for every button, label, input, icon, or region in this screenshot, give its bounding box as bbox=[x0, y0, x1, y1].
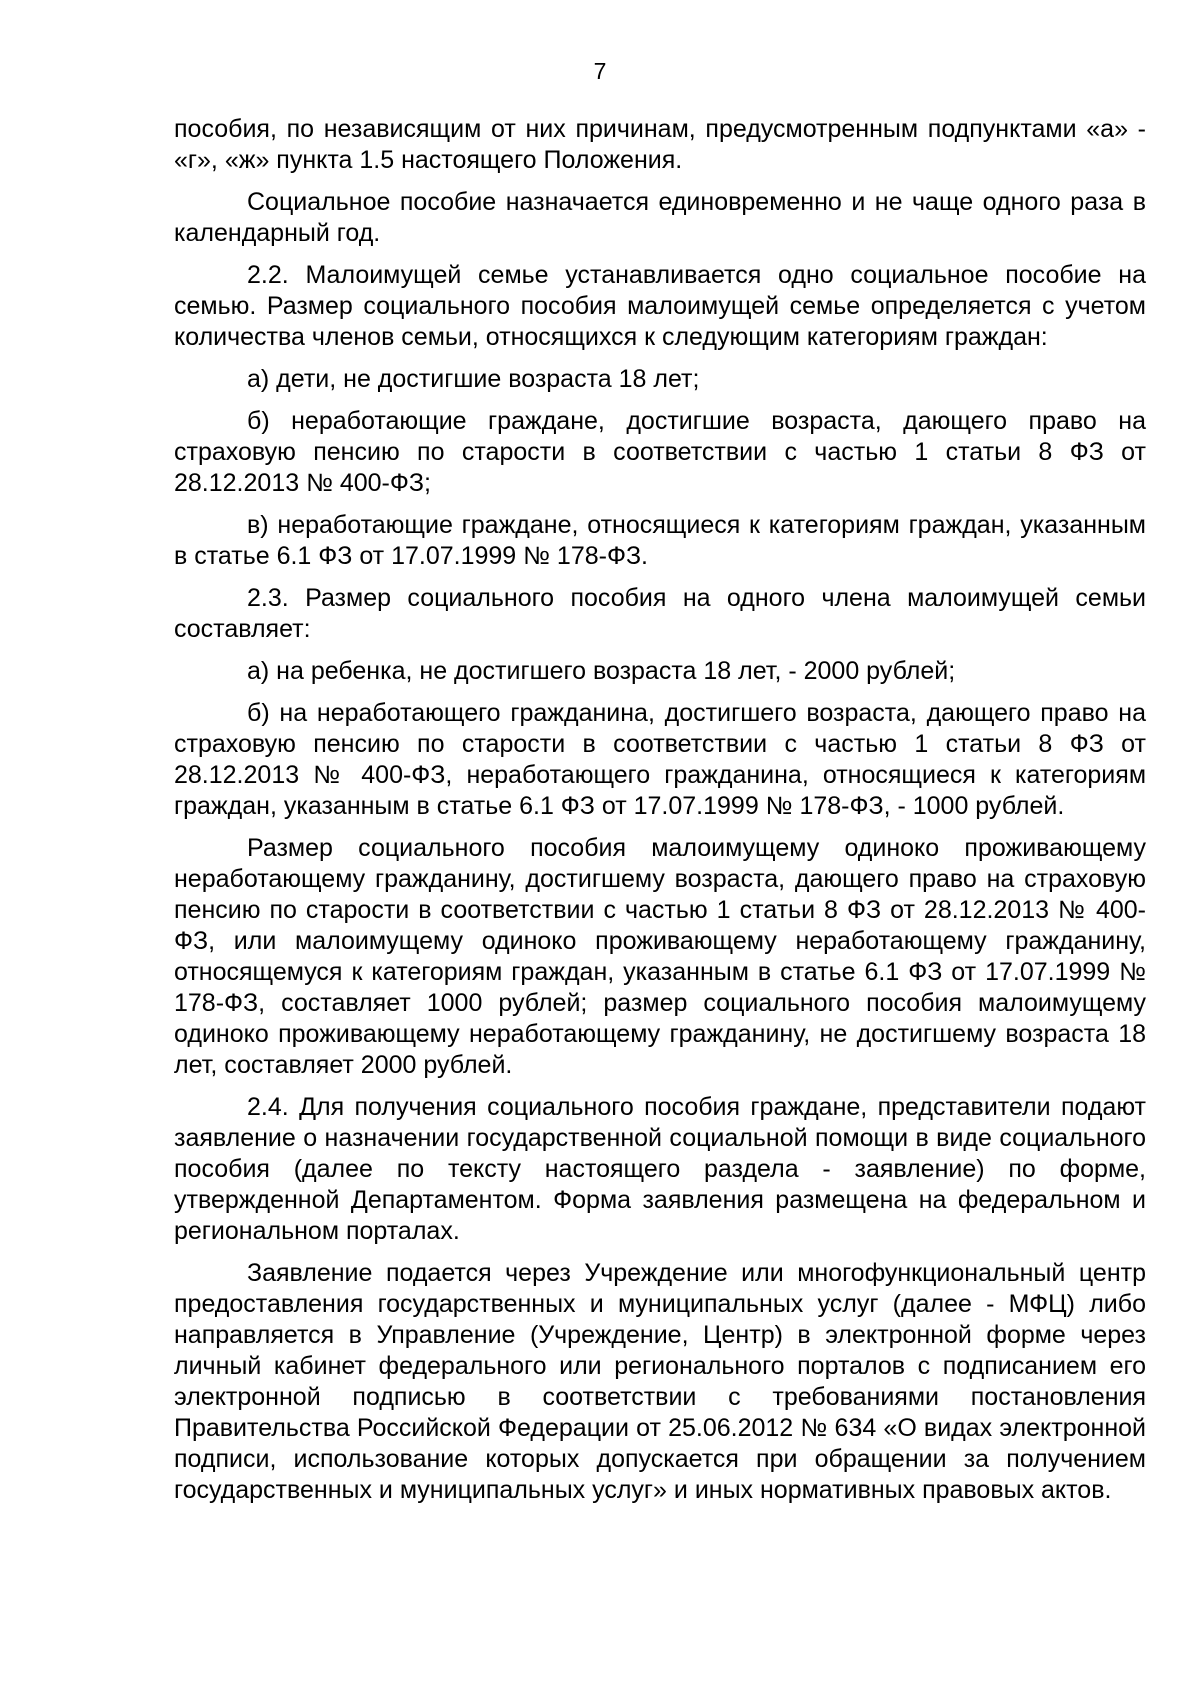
list-item-2-2-b: б) неработающие граждане, достигшие возраста, дающего право на страховую пенсию по старости в соответствии с частью 1 статьи 8 ФЗ от 28.12.2013 № 400-ФЗ; bbox=[174, 407, 1146, 497]
list-item-2-2-c: в) неработающие граждане, относящиеся к категориям граждан, указанным в статье 6.1 ФЗ от 17.07.1999 № 178-ФЗ. bbox=[174, 511, 1146, 570]
paragraph-one-time-benefit: Социальное пособие назначается единовременно и не чаще одного раза в календарный год. bbox=[174, 188, 1146, 247]
list-item-2-2-a: а) дети, не достигшие возраста 18 лет; bbox=[247, 365, 700, 393]
page-number: 7 bbox=[593, 58, 607, 84]
paragraph-2-4: 2.4. Для получения социального пособия граждане, представители подают заявление о назначении государственной социальной помощи в виде социального пособия (далее по тексту настоящего раздела - заявление) по форме, утвержденной Департаментом. Форма заявления размещена на федеральном и региональном порталах. bbox=[174, 1093, 1146, 1245]
paragraph-application-submission: Заявление подается через Учреждение или многофункциональный центр предоставления государственных и муниципальных услуг (далее - МФЦ) либо направляется в Управление (Учреждение, Центр) в электронной форме через личный кабинет федерального или регионального порталов с подписанием его электронной подписью в соответствии с требованиями постановления Правительства Российской Федерации от 25.06.2012 № 634 «О видах электронной подписи, использование которых допускается при обращении за получением государственных и муниципальных услуг» и иных нормативных правовых актов. bbox=[174, 1259, 1146, 1504]
document-body bbox=[174, 114, 1146, 1517]
list-item-2-3-a: а) на ребенка, не достигшего возраста 18 лет, - 2000 рублей; bbox=[247, 657, 956, 685]
list-item-2-3-b: б) на неработающего гражданина, достигшего возраста, дающего право на страховую пенсию по старости в соответствии с частью 1 статьи 8 ФЗ от 28.12.2013 № 400-ФЗ, неработающего гражданина, относящиеся к категориям граждан, указанным в статье 6.1 ФЗ от 17.07.1999 № 178-ФЗ, - 1000 рублей. bbox=[174, 699, 1146, 820]
paragraph-continuation: пособия, по независящим от них причинам, предусмотренным подпунктами «а» - «г», «ж» пункта 1.5 настоящего Положения. bbox=[174, 115, 1146, 174]
paragraph-2-3: 2.3. Размер социального пособия на одного члена малоимущей семьи составляет: bbox=[174, 584, 1146, 643]
paragraph-single-resident-amount: Размер социального пособия малоимущему одиноко проживающему неработающему гражданину, достигшему возраста, дающего право на страховую пенсию по старости в соответствии с частью 1 статьи 8 ФЗ от 28.12.2013 № 400-ФЗ, или малоимущему одиноко проживающему неработающему гражданину, относящемуся к категориям граждан, указанным в статье 6.1 ФЗ от 17.07.1999 № 178-ФЗ, составляет 1000 рублей; размер социального пособия малоимущему одиноко проживающему неработающему гражданину, не достигшему возраста 18 лет, составляет 2000 рублей. bbox=[174, 834, 1146, 1079]
paragraph-2-2: 2.2. Малоимущей семье устанавливается одно социальное пособие на семью. Размер социального пособия малоимущей семье определяется с учетом количества членов семьи, относящихся к следующим категориям граждан: bbox=[174, 261, 1146, 351]
